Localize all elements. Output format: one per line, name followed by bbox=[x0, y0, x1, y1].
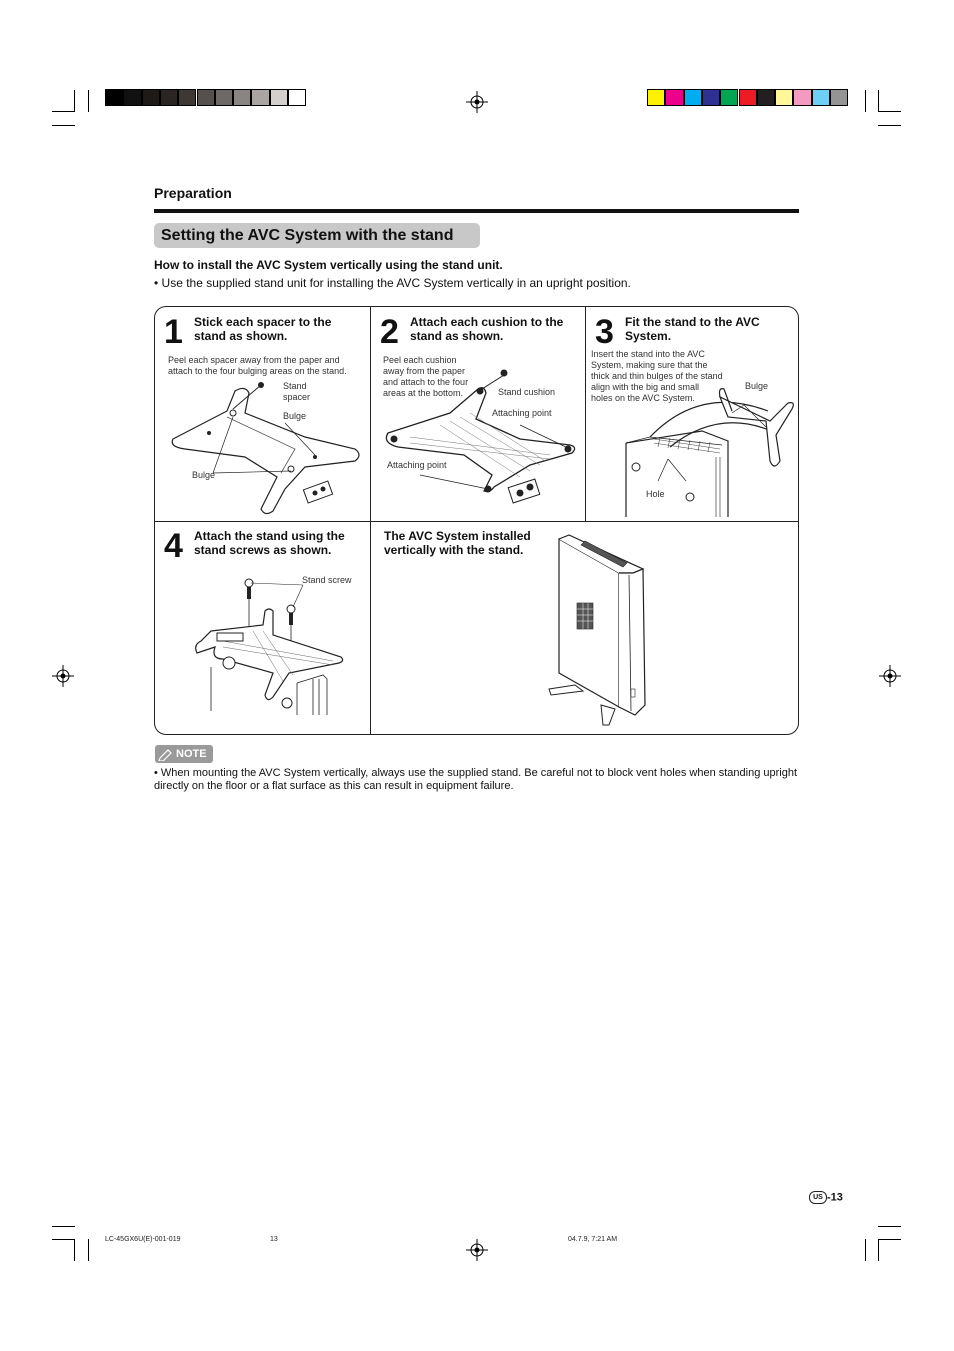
gray-swatch bbox=[142, 89, 160, 106]
color-swatch bbox=[720, 89, 738, 106]
step-title: Attach the stand using the stand screws as shown. bbox=[194, 529, 345, 557]
registration-target-icon bbox=[466, 1239, 488, 1261]
color-swatch bbox=[739, 89, 757, 106]
gray-swatch bbox=[215, 89, 233, 106]
label-stand-screw: Stand screw bbox=[302, 575, 352, 585]
footer-page: 13 bbox=[270, 1236, 278, 1243]
color-swatch bbox=[812, 89, 830, 106]
installed-system-illustration bbox=[545, 533, 665, 733]
section-label: Preparation bbox=[154, 185, 232, 201]
step-title: Attach each cushion to the stand as shown. bbox=[410, 315, 564, 343]
note-text: • When mounting the AVC System vertically, always use the supplied stand. Be careful not to block vent holes when standing upright directly on the floor or a flat surface as this can result in equipment failure. bbox=[154, 767, 798, 792]
gray-swatch bbox=[105, 89, 123, 106]
color-swatch bbox=[647, 89, 665, 106]
label-stand-spacer: Stand spacer bbox=[283, 381, 311, 402]
color-swatch bbox=[757, 89, 775, 106]
label-attaching-point: Attaching point bbox=[492, 408, 552, 418]
step-description: Peel each spacer away from the paper and attach to the four bulging areas on the stand. bbox=[168, 355, 347, 376]
label-bulge: Bulge bbox=[192, 470, 216, 480]
step-number: 1 bbox=[164, 313, 183, 351]
registration-target-icon bbox=[466, 91, 488, 113]
page-number bbox=[809, 1191, 843, 1204]
step-number: 2 bbox=[380, 313, 399, 351]
label-bulge: Bulge bbox=[283, 411, 307, 421]
gray-swatch bbox=[197, 89, 215, 106]
gray-swatch bbox=[288, 89, 306, 106]
gray-swatch bbox=[270, 89, 288, 106]
step-title: Stick each spacer to the stand as shown. bbox=[194, 315, 332, 343]
color-swatch bbox=[702, 89, 720, 106]
color-swatch bbox=[775, 89, 793, 106]
note-label: NOTE bbox=[176, 748, 207, 760]
footer-file: LC-45GX6U(E)-001-019 bbox=[105, 1236, 181, 1243]
step-description: Peel each cushion away from the paper and attach to the four areas at the bottom. bbox=[383, 355, 469, 398]
page-title: Setting the AVC System with the stand bbox=[154, 223, 480, 248]
gray-swatch bbox=[160, 89, 178, 106]
color-swatch bbox=[793, 89, 811, 106]
registration-target-icon bbox=[52, 665, 74, 687]
color-swatch bbox=[665, 89, 683, 106]
page-number-value: -13 bbox=[827, 1191, 843, 1204]
stand-screw-illustration bbox=[193, 575, 353, 715]
subheading: How to install the AVC System vertically using the stand unit. bbox=[154, 258, 503, 272]
step-description: Insert the stand into the AVC System, making sure that the thick and thin bulges of the stand align with the big and small holes on the AVC System. bbox=[591, 349, 723, 403]
gray-swatch bbox=[123, 89, 141, 106]
stand-spacer-illustration bbox=[165, 377, 365, 517]
installed-title: The AVC System installed vertically with the stand. bbox=[384, 529, 531, 557]
step-number: 4 bbox=[164, 527, 183, 565]
color-swatch bbox=[684, 89, 702, 106]
step-title: Fit the stand to the AVC System. bbox=[625, 315, 760, 343]
registration-target-icon bbox=[879, 665, 901, 687]
step-number: 3 bbox=[595, 313, 614, 351]
label-hole: Hole bbox=[646, 489, 665, 499]
note-badge bbox=[155, 745, 213, 763]
region-badge: US bbox=[809, 1191, 827, 1204]
instruction-panel bbox=[154, 306, 799, 735]
intro-bullet: • Use the supplied stand unit for installing the AVC System vertically in an upright position. bbox=[154, 276, 631, 290]
gray-swatch bbox=[251, 89, 269, 106]
label-stand-cushion: Stand cushion bbox=[498, 387, 556, 397]
pencil-icon bbox=[158, 747, 174, 761]
label-attaching-point: Attaching point bbox=[387, 460, 447, 470]
gray-swatch bbox=[233, 89, 251, 106]
section-rule bbox=[154, 209, 799, 213]
gray-swatch bbox=[178, 89, 196, 106]
label-bulge: Bulge bbox=[745, 381, 769, 391]
color-swatch bbox=[830, 89, 848, 106]
footer-date: 04.7.9, 7:21 AM bbox=[568, 1236, 618, 1243]
